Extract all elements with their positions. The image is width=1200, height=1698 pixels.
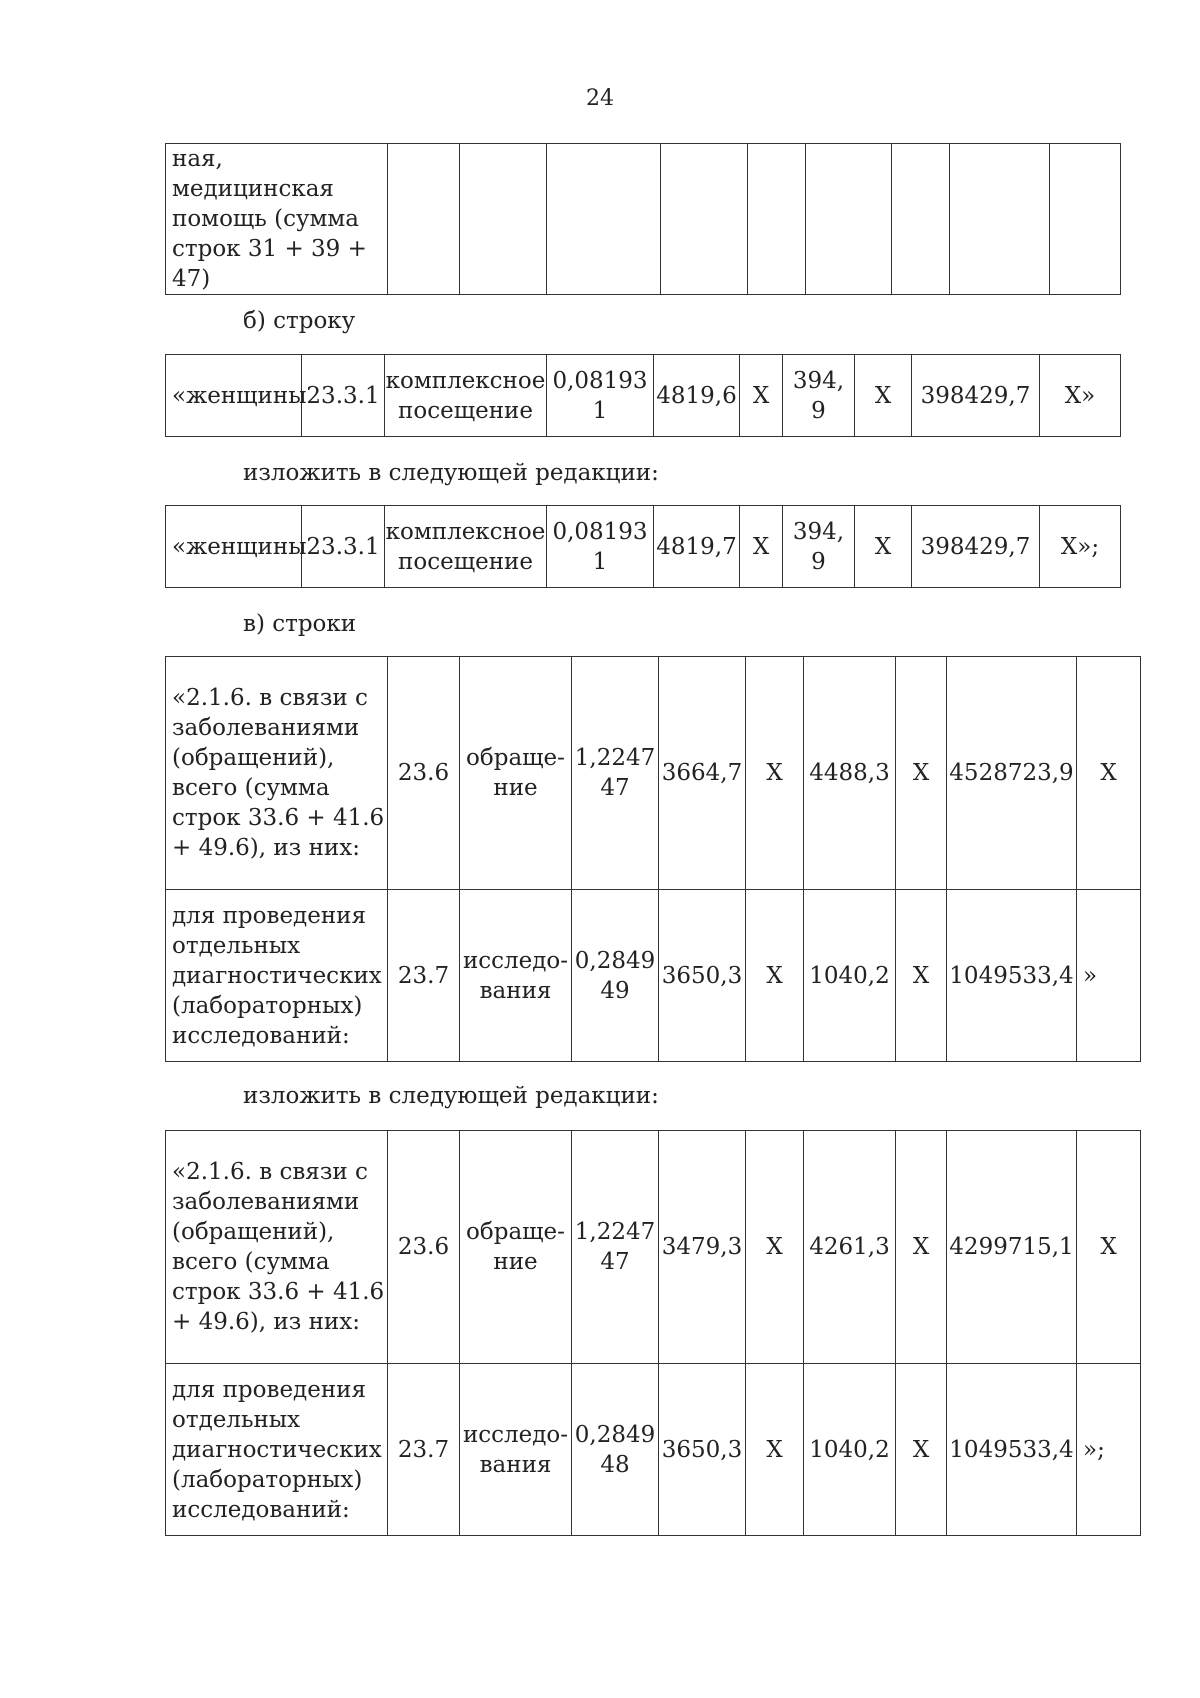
table-cell: «женщины — [166, 506, 302, 588]
table-cell: 1049533,4 — [947, 890, 1077, 1062]
table-cell: 4819,6 — [654, 355, 740, 437]
table-cell: для проведения отдельных диагностических (лабораторных) исследований: — [166, 890, 388, 1062]
table-continuation — [165, 143, 1121, 295]
table-cell: X — [746, 1364, 804, 1536]
table-cell: 398429,7 — [912, 355, 1040, 437]
table-cell: 3650,3 — [659, 1364, 746, 1536]
table-cell: 4819,7 — [654, 506, 740, 588]
table-cell: 1,2247 47 — [572, 657, 659, 890]
table-cell — [460, 144, 547, 295]
table-row — [166, 144, 1121, 295]
paragraph-edit-2: изложить в следующей редакции: — [243, 1083, 659, 1109]
table-row — [166, 506, 1121, 588]
table-cell: X — [896, 1131, 947, 1364]
table-cell: 4488,3 — [804, 657, 896, 890]
paragraph-v: в) строки — [243, 611, 357, 637]
table-cell: 23.3.1 — [302, 355, 385, 437]
table-cell: исследо- вания — [460, 1364, 572, 1536]
table-cell: 1049533,4 — [947, 1364, 1077, 1536]
table-cell: X» — [1040, 355, 1121, 437]
table-cell: 1040,2 — [804, 1364, 896, 1536]
table-row — [166, 1364, 1141, 1536]
table-cell: » — [1077, 890, 1141, 1062]
table-cell: X — [896, 657, 947, 890]
table-cell: 394, 9 — [783, 355, 855, 437]
table-cell — [892, 144, 950, 295]
table-cell: 23.6 — [388, 657, 460, 890]
table-cell: 4299715,1 — [947, 1131, 1077, 1364]
table-cell — [950, 144, 1050, 295]
table-cell: X — [896, 890, 947, 1062]
table-cell: 394, 9 — [783, 506, 855, 588]
table-cell: «женщины — [166, 355, 302, 437]
table-cell: 4261,3 — [804, 1131, 896, 1364]
table-cell: 3479,3 — [659, 1131, 746, 1364]
table-cell: X — [1077, 1131, 1141, 1364]
table-cell: 1,2247 47 — [572, 1131, 659, 1364]
table-cell: ная, медицинская помощь (сумма строк 31 + 39 + 47) — [166, 144, 388, 295]
table-row — [166, 355, 1121, 437]
table-cell: X — [855, 355, 912, 437]
table-cell: 0,2849 48 — [572, 1364, 659, 1536]
table-cell: 23.3.1 — [302, 506, 385, 588]
table-cell: X — [740, 355, 783, 437]
table-cell: X — [896, 1364, 947, 1536]
table-cell — [806, 144, 892, 295]
table-cell: комплексное посещение — [385, 506, 547, 588]
table-cell — [661, 144, 748, 295]
table-row — [166, 1131, 1141, 1364]
table-cell: »; — [1077, 1364, 1141, 1536]
table-cell — [748, 144, 806, 295]
table-cell: X — [740, 506, 783, 588]
table-cell: «2.1.6. в связи с заболеваниями (обращений), всего (сумма строк 33.6 + 41.6 + 49.6), из них: — [166, 1131, 388, 1364]
table-cell: X — [1077, 657, 1141, 890]
page-number: 24 — [586, 86, 614, 111]
table-cell: X — [746, 657, 804, 890]
paragraph-edit-1: изложить в следующей редакции: — [243, 460, 659, 486]
table-cell: «2.1.6. в связи с заболеваниями (обращений), всего (сумма строк 33.6 + 41.6 + 49.6), из них: — [166, 657, 388, 890]
table-cell: X — [746, 1131, 804, 1364]
table-cell: 398429,7 — [912, 506, 1040, 588]
table-cell — [388, 144, 460, 295]
table-cell: 0,2849 49 — [572, 890, 659, 1062]
table-row — [166, 890, 1141, 1062]
table-row — [166, 657, 1141, 890]
table-new-rows-2-1-6 — [165, 1130, 1141, 1536]
table-cell: 23.6 — [388, 1131, 460, 1364]
table-old-rows-2-1-6 — [165, 656, 1141, 1062]
table-cell: X»; — [1040, 506, 1121, 588]
table-cell: 0,08193 1 — [547, 506, 654, 588]
table-cell: комплексное посещение — [385, 355, 547, 437]
table-cell: 23.7 — [388, 1364, 460, 1536]
table-cell: исследо- вания — [460, 890, 572, 1062]
table-cell: 3650,3 — [659, 890, 746, 1062]
table-cell: 4528723,9 — [947, 657, 1077, 890]
table-cell — [547, 144, 661, 295]
table-new-row-women — [165, 505, 1121, 588]
paragraph-b: б) строку — [243, 308, 356, 334]
table-cell: 1040,2 — [804, 890, 896, 1062]
table-cell: X — [746, 890, 804, 1062]
table-cell: 23.7 — [388, 890, 460, 1062]
table-cell: 3664,7 — [659, 657, 746, 890]
table-cell: 0,08193 1 — [547, 355, 654, 437]
table-cell: обраще- ние — [460, 657, 572, 890]
table-cell: X — [855, 506, 912, 588]
table-old-row-women — [165, 354, 1121, 437]
table-cell: для проведения отдельных диагностических (лабораторных) исследований: — [166, 1364, 388, 1536]
table-cell — [1050, 144, 1121, 295]
table-cell: обраще- ние — [460, 1131, 572, 1364]
